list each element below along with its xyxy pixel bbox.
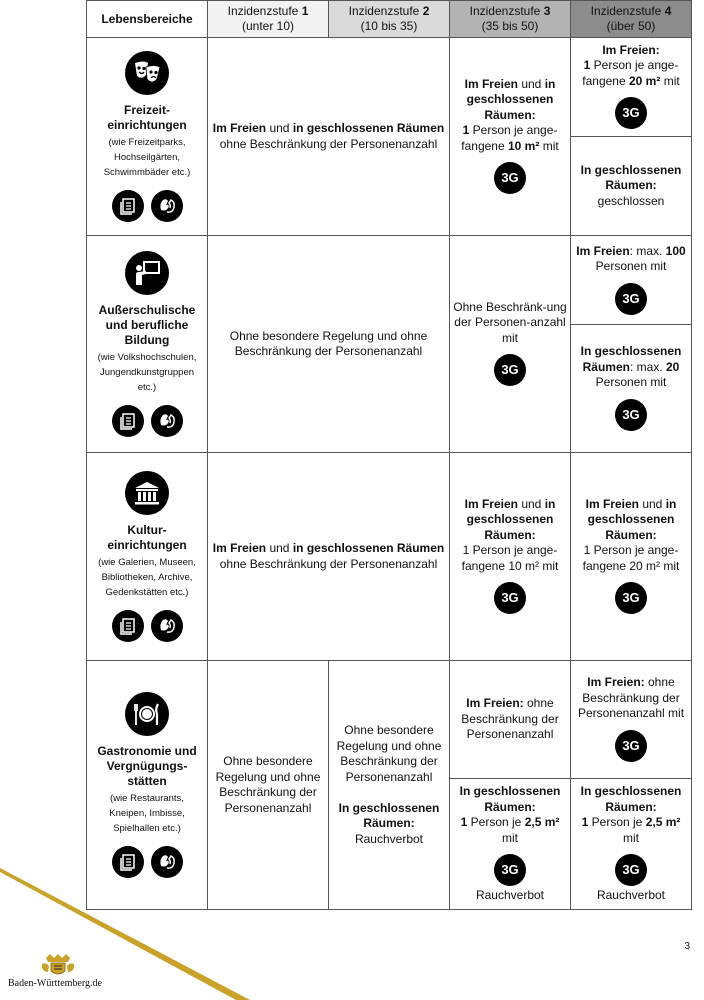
gastro-stufe-3-freien: Im Freien: ohne Beschränkung der Personenanzahl: [450, 661, 571, 779]
row-bildung: [87, 236, 692, 325]
presentation-board-icon: [125, 251, 169, 295]
3g-badge: 3G: [494, 162, 526, 194]
plate-cutlery-icon: [125, 692, 169, 736]
gastro-stufe-3-geschlossen: In geschlossenen Räumen: 1 Person je 2,5 m² mit 3G Rauchverbot: [450, 779, 571, 910]
header-stufe-4: Inzidenzstufe 4 (über 50): [571, 1, 692, 38]
museum-icon: [125, 471, 169, 515]
3g-badge: 3G: [494, 854, 526, 886]
3g-badge: 3G: [494, 582, 526, 614]
category-title: Freizeit- einrichtungen: [107, 103, 187, 132]
gastro-stufe-4-geschlossen: In geschlossenen Räumen: 1 Person je 2,5 m² mit 3G Rauchverbot: [571, 779, 692, 910]
category-small-icons: [87, 405, 207, 437]
category-kultur: [87, 453, 208, 661]
category-examples: (wie Restaurants, Kneipen, Imbisse, Spielhallen etc.): [109, 793, 185, 834]
category-examples: (wie Galerien, Museen, Bibliotheken, Archive, Gedenkstätten etc.): [98, 557, 196, 598]
3g-badge: 3G: [615, 399, 647, 431]
rules-table: [86, 0, 692, 910]
hand-washing-icon: [151, 405, 183, 437]
kultur-stufe-1-2: Im Freien und in geschlossenen Räumen ohne Beschränkung der Personenanzahl: [208, 453, 450, 661]
category-title: Kultur- einrichtungen: [107, 523, 187, 552]
coat-of-arms-icon: [38, 952, 78, 978]
hand-washing-icon: [151, 190, 183, 222]
row-freizeit: [87, 38, 692, 137]
page-number: 3: [684, 941, 690, 952]
3g-badge: 3G: [615, 97, 647, 129]
gastro-stufe-1: Ohne besondere Regelung und ohne Beschränkung der Personenanzahl: [208, 661, 329, 910]
bildung-stufe-3: Ohne Beschränk-ung der Personen-anzahl mit 3G: [450, 236, 571, 453]
header-stufe-1: Inzidenzstufe 1 (unter 10): [208, 1, 329, 38]
document-icon: [112, 190, 144, 222]
kultur-stufe-3: Im Freien und in geschlossenen Räumen: 1 Person je ange-fangene 10 m² mit 3G: [450, 453, 571, 661]
3g-badge: 3G: [615, 582, 647, 614]
category-freizeit: [87, 38, 208, 236]
hand-washing-icon: [151, 610, 183, 642]
3g-badge: 3G: [494, 354, 526, 386]
category-title: Außerschulische und berufliche Bildung: [98, 303, 196, 347]
freizeit-stufe-3: Im Freien und in geschlossenen Räumen: 1 Person je ange-fangene 10 m² mit 3G: [450, 38, 571, 236]
category-examples: (wie Volkshochschulen, Jungendkunstgruppen etc.): [97, 352, 197, 393]
bildung-stufe-4-freien: Im Freien: max. 100 Personen mit 3G: [571, 236, 692, 325]
3g-badge: 3G: [615, 283, 647, 315]
3g-badge: 3G: [615, 730, 647, 762]
category-examples: (wie Freizeitparks, Hochseilgärten, Schwimmbäder etc.): [103, 137, 191, 178]
kultur-stufe-4: Im Freien und in geschlossenen Räumen: 1 Person je ange-fangene 20 m² mit 3G: [571, 453, 692, 661]
category-bildung: [87, 236, 208, 453]
header-stufe-3: Inzidenzstufe 3 (35 bis 50): [450, 1, 571, 38]
freizeit-stufe-4-freien: Im Freien: 1 Person je ange-fangene 20 m² mit 3G: [571, 38, 692, 137]
document-icon: [112, 610, 144, 642]
gastro-stufe-2: Ohne besondere Regelung und ohne Beschränkung der Personenanzahl In geschlossenen Räumen: Rauchverbot: [329, 661, 450, 910]
bildung-stufe-1-2: Ohne besondere Regelung und ohne Beschränkung der Personenanzahl: [208, 236, 450, 453]
header-row: [87, 1, 692, 38]
row-gastro: [87, 661, 692, 779]
freizeit-stufe-4-geschlossen: In geschlossenen Räumen: geschlossen: [571, 137, 692, 236]
document-icon: [112, 405, 144, 437]
category-small-icons: [87, 610, 207, 642]
state-logo-text: Baden-Württemberg.de: [8, 978, 102, 989]
category-title: Gastronomie und Vergnügungs- stätten: [97, 744, 197, 788]
row-kultur: [87, 453, 692, 661]
bildung-stufe-4-geschlossen: In geschlossenen Räumen: max. 20 Personen mit 3G: [571, 325, 692, 453]
category-small-icons: [87, 190, 207, 222]
freizeit-stufe-1-2: Im Freien und in geschlossenen Räumen ohne Beschränkung der Personenanzahl: [208, 38, 450, 236]
3g-badge: 3G: [615, 854, 647, 886]
gastro-stufe-4-freien: Im Freien: ohne Beschränkung der Personenanzahl mit 3G: [571, 661, 692, 779]
header-stufe-2: Inzidenzstufe 2 (10 bis 35): [329, 1, 450, 38]
header-lebensbereiche: Lebensbereiche: [87, 1, 208, 38]
theater-masks-icon: [125, 51, 169, 95]
